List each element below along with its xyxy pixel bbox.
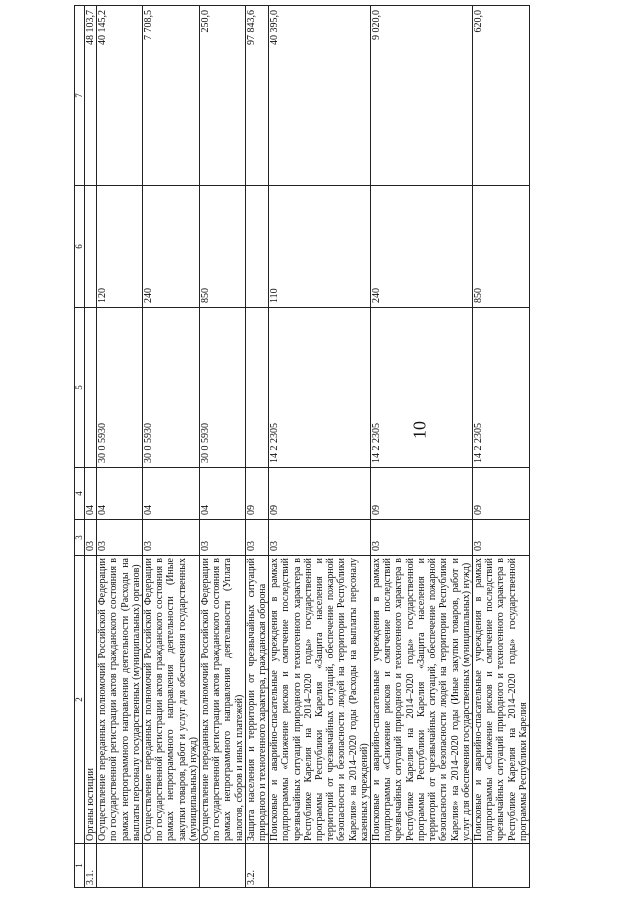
- row-expense-type: 120: [97, 186, 143, 308]
- row-amount: 40 145,2: [97, 6, 143, 186]
- row-number: 3.1.: [85, 844, 97, 888]
- row-subsection: 09: [371, 468, 473, 520]
- row-number: [143, 844, 200, 888]
- row-name: Поисковые и аварийно-спасательные учреждения в рамках подпрограммы «Снижение рисков и смягчение последствий чрезвычайных ситуаций природного и техногенного характера в Республике Карелия на 2014–2020 годы» государственной программы Республики Карелия: [472, 556, 529, 844]
- row-subsection: 09: [472, 468, 529, 520]
- row-expense-type: 240: [371, 186, 473, 308]
- row-amount: 620,0: [472, 6, 529, 186]
- header-cell: 6: [75, 186, 85, 308]
- row-number: [269, 844, 371, 888]
- row-target-code: 14 2 2305: [472, 308, 529, 468]
- header-cell: 2: [75, 556, 85, 844]
- row-subsection: 04: [97, 468, 143, 520]
- row-amount: 7 708,5: [143, 6, 200, 186]
- row-target-code: 30 0 5930: [97, 308, 143, 468]
- row-number: [200, 844, 246, 888]
- row-number: [371, 844, 473, 888]
- row-amount: 48 103,7: [85, 6, 97, 186]
- row-expense-type: [245, 186, 268, 308]
- header-row: [75, 6, 85, 888]
- row-expense-type: 110: [269, 186, 371, 308]
- table-row: [97, 6, 143, 888]
- row-subsection: 04: [143, 468, 200, 520]
- table-row: [85, 6, 97, 888]
- header-cell: 5: [75, 308, 85, 468]
- row-number: 3.2.: [245, 844, 268, 888]
- row-name: Осуществление переданных полномочий Российской Федерации по государственной регистрации актов гражданского состояния в рамках непрограммного направления деятельности (Иные закупки товаров, работ и услуг для обеспечения государственных (муниципальных) нужд): [143, 556, 200, 844]
- row-subsection: 04: [200, 468, 246, 520]
- row-target-code: [245, 308, 268, 468]
- row-expense-type: [85, 186, 97, 308]
- row-subsection: 04: [85, 468, 97, 520]
- table-row: [200, 6, 246, 888]
- row-section: 03: [269, 520, 371, 556]
- row-section: 03: [245, 520, 268, 556]
- row-target-code: 14 2 2305: [371, 308, 473, 468]
- row-number: [97, 844, 143, 888]
- row-amount: 9 020,0: [371, 6, 473, 186]
- row-name: Органы юстиции: [85, 556, 97, 844]
- row-section: 03: [143, 520, 200, 556]
- row-target-code: 14 2 2305: [269, 308, 371, 468]
- row-amount: 250,0: [200, 6, 246, 186]
- header-cell: 7: [75, 6, 85, 186]
- row-expense-type: 850: [472, 186, 529, 308]
- row-section: 03: [85, 520, 97, 556]
- header-cell: 1: [75, 844, 85, 888]
- budget-table-container: [74, 6, 614, 888]
- table-row: [143, 6, 200, 888]
- row-target-code: [85, 308, 97, 468]
- page-number: 10: [409, 421, 430, 439]
- row-amount: 40 395,0: [269, 6, 371, 186]
- header-cell: 4: [75, 468, 85, 520]
- row-name: Защита населения и территории от чрезвычайных ситуаций природного и техногенного характера, гражданская оборона: [245, 556, 268, 844]
- budget-table: [74, 5, 530, 888]
- row-subsection: 09: [269, 468, 371, 520]
- row-target-code: 30 0 5930: [143, 308, 200, 468]
- table-row: [371, 6, 473, 888]
- row-name: Поисковые и аварийно-спасательные учреждения в рамках подпрограммы «Снижение рисков и смягчение последствий чрезвычайных ситуаций природного и техногенного характера в Республике Карелия на 2014–2020 годы» государственной программы Республики Карелия «Защита населения и территорий от чрезвычайных ситуаций, обеспечение пожарной безопасности и безопасности людей на территории Республики Карелия» на 2014–2020 годы (Расходы на выплаты персоналу казенных учреждений): [269, 556, 371, 844]
- row-target-code: 30 0 5930: [200, 308, 246, 468]
- row-expense-type: 240: [143, 186, 200, 308]
- row-section: 03: [371, 520, 473, 556]
- row-name: Осуществление переданных полномочий Российской Федерации по государственной регистрации актов гражданского состояния в рамках непрограммного направления деятельности (Уплата налогов, сборов и иных платежей): [200, 556, 246, 844]
- row-section: 03: [200, 520, 246, 556]
- row-number: [472, 844, 529, 888]
- row-section: 03: [472, 520, 529, 556]
- table-row: [245, 6, 268, 888]
- table-row: [472, 6, 529, 888]
- row-section: 03: [97, 520, 143, 556]
- table-row: [269, 6, 371, 888]
- row-expense-type: 850: [200, 186, 246, 308]
- row-name: Осуществление переданных полномочий Российской Федерации по государственной регистрации актов гражданского состояния в рамках непрограммного направления деятельности (Расходы на выплаты персоналу государственных (муниципальных) органов): [97, 556, 143, 844]
- row-subsection: 09: [245, 468, 268, 520]
- row-name: Поисковые и аварийно-спасательные учреждения в рамках подпрограммы «Снижение рисков и смягчение последствий чрезвычайных ситуаций природного и техногенного характера в Республике Карелия на 2014–2020 годы» государственной программы Республики Карелия «Защита населения и территорий от чрезвычайных ситуаций, обеспечение пожарной безопасности и безопасности людей на территории Республики Карелия» на 2014–2020 годы (Иные закупки товаров, работ и услуг для обеспечения государственных (муниципальных) нужд): [371, 556, 473, 844]
- header-cell: 3: [75, 520, 85, 556]
- row-amount: 97 843,6: [245, 6, 268, 186]
